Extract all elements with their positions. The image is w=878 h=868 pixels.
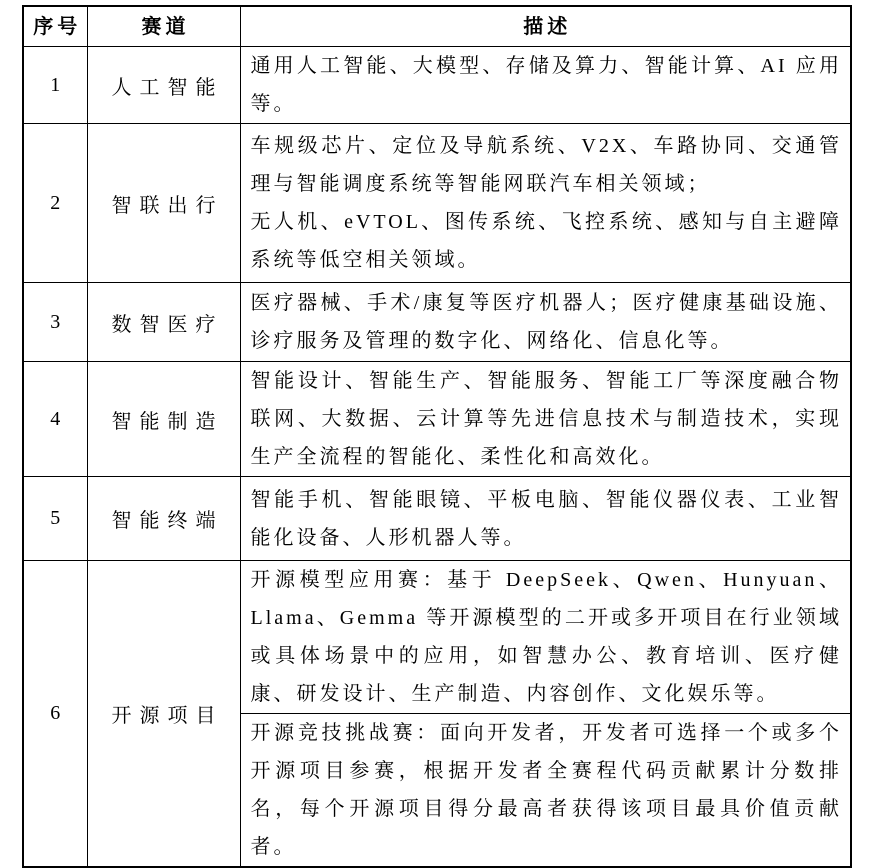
cell-track xyxy=(87,47,240,124)
desc-paragraph: 开源模型应用赛：基于 DeepSeek、Qwen、Hunyuan、Llama、Gemma 等开源模型的二开或多开项目在行业领域或具体场景中的应用，如智慧办公、教育培训、医疗健康、研发设计、生产制造、内容创作、文化娱乐等。 xyxy=(250,569,842,705)
cell-desc xyxy=(240,47,851,124)
cell-no: 4 xyxy=(23,362,87,477)
desc-paragraph: 智能设计、智能生产、智能服务、智能工厂等深度融合物联网、大数据、云计算等先进信息技术与制造技术，实现生产全流程的智能化、柔性化和高效化。 xyxy=(250,370,842,468)
desc-paragraph: 通用人工智能、大模型、存储及算力、智能计算、AI 应用等。 xyxy=(250,55,842,115)
table-header-row xyxy=(23,6,851,47)
cell-no: 6 xyxy=(23,561,87,868)
track-label: 人工智能 xyxy=(111,76,224,99)
desc-paragraph: 车规级芯片、定位及导航系统、V2X、车路协同、交通管理与智能调度系统等智能网联汽车相关领域； xyxy=(250,135,842,195)
track-label: 智联出行 xyxy=(111,194,224,217)
cell-no: 3 xyxy=(23,283,87,362)
track-label: 数智医疗 xyxy=(111,313,224,336)
cell-track xyxy=(87,561,240,868)
header-no xyxy=(23,6,87,47)
desc-paragraph: 医疗器械、手术/康复等医疗机器人；医疗健康基础设施、诊疗服务及管理的数字化、网络化、信息化等。 xyxy=(250,292,842,352)
cell-track xyxy=(87,124,240,283)
cell-desc xyxy=(240,283,851,362)
cell-desc xyxy=(240,477,851,561)
cell-no: 1 xyxy=(23,47,87,124)
cell-no: 5 xyxy=(23,477,87,561)
cell-no: 2 xyxy=(23,124,87,283)
track-label: 智能终端 xyxy=(111,510,224,532)
cell-track xyxy=(87,477,240,561)
table-row xyxy=(23,561,851,714)
cell-desc-subrow xyxy=(240,714,851,868)
cell-desc-subrow xyxy=(240,561,851,714)
cell-track xyxy=(87,283,240,362)
desc-paragraph: 无人机、eVTOL、图传系统、飞控系统、感知与自主避障系统等低空相关领域。 xyxy=(250,211,842,271)
header-desc-label: 描述 xyxy=(523,15,572,38)
track-label: 智能制造 xyxy=(111,410,224,433)
table-row xyxy=(23,283,851,362)
header-track-label: 赛道 xyxy=(141,15,190,38)
table-row xyxy=(23,124,851,283)
cell-desc xyxy=(240,362,851,477)
cell-track xyxy=(87,362,240,477)
table-row xyxy=(23,362,851,477)
table-row xyxy=(23,477,851,561)
table-row xyxy=(23,47,851,124)
tracks-table xyxy=(22,5,852,868)
cell-desc xyxy=(240,124,851,283)
header-desc xyxy=(240,6,851,47)
desc-paragraph: 开源竞技挑战赛：面向开发者，开发者可选择一个或多个开源项目参赛，根据开发者全赛程代码贡献累计分数排名，每个开源项目得分最高者获得该项目最具价值贡献者。 xyxy=(250,722,842,858)
track-label: 开源项目 xyxy=(111,705,224,727)
header-no-label: 序号 xyxy=(33,15,82,38)
header-track xyxy=(87,6,240,47)
desc-paragraph: 智能手机、智能眼镜、平板电脑、智能仪器仪表、工业智能化设备、人形机器人等。 xyxy=(250,488,842,549)
